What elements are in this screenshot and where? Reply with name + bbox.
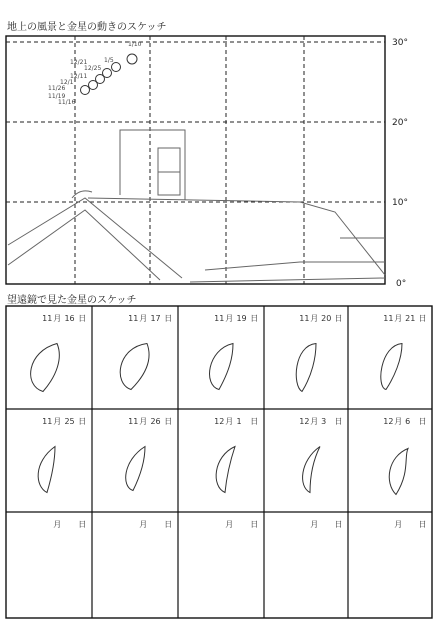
- cell-month: 12: [383, 417, 394, 426]
- venus-date-label: 1/5: [104, 57, 114, 64]
- venus-phase-sketch: [303, 447, 320, 493]
- cell-day: 19: [236, 314, 247, 323]
- altitude-label-10: 10°: [392, 198, 408, 208]
- cell-day-unit: 日: [334, 417, 343, 426]
- cell-month: 11: [42, 417, 53, 426]
- landscape-drawing: [8, 130, 385, 282]
- cell-day-unit: 日: [78, 417, 87, 426]
- telescope-cell: [126, 417, 173, 491]
- venus-phase-sketch: [389, 449, 408, 495]
- venus-phase-sketch: [296, 344, 316, 392]
- telescope-cell: [296, 314, 342, 392]
- cell-month: 11: [128, 417, 139, 426]
- cell-month-unit: 月: [394, 520, 403, 529]
- cell-month: 11: [42, 314, 53, 323]
- cell-day: 16: [64, 314, 75, 323]
- cell-day: 25: [64, 417, 75, 426]
- cell-day: 26: [150, 417, 161, 426]
- cell-day: 3: [321, 417, 327, 426]
- cell-month: 11: [214, 314, 225, 323]
- telescope-cell: [381, 314, 427, 390]
- cell-day: 17: [150, 314, 161, 323]
- venus-date-label: 11/19: [48, 93, 66, 100]
- cell-day: 20: [321, 314, 332, 323]
- telescope-cell: [120, 314, 172, 390]
- telescope-cells: [31, 314, 427, 529]
- cell-day-unit: 日: [78, 520, 87, 529]
- telescope-cell: [53, 520, 86, 529]
- cell-day-unit: 日: [418, 417, 427, 426]
- telescope-cell: [31, 314, 87, 392]
- venus-phase-sketch: [120, 344, 149, 390]
- cell-day-unit: 日: [334, 520, 343, 529]
- cell-month-unit: 月: [139, 314, 148, 323]
- cell-month-unit: 月: [310, 417, 319, 426]
- cell-day-unit: 日: [78, 314, 87, 323]
- venus-date-label: 12/21: [70, 59, 88, 66]
- landscape-grid: [6, 36, 385, 284]
- cell-month-unit: 月: [310, 520, 319, 529]
- cell-day-unit: 日: [418, 314, 427, 323]
- cell-month: 12: [299, 417, 310, 426]
- cell-day-unit: 日: [250, 520, 259, 529]
- venus-date-label: 11/16: [58, 99, 76, 106]
- cell-month: 11: [299, 314, 310, 323]
- cell-day: 21: [405, 314, 416, 323]
- cell-month: 11: [383, 314, 394, 323]
- venus-phase-sketch: [31, 344, 60, 392]
- cell-day-unit: 日: [250, 314, 259, 323]
- landscape-sketch-title: 地上の風景と金星の動きのスケッチ: [7, 22, 167, 33]
- venus-date-label: 1/10: [128, 41, 142, 48]
- cell-month-unit: 月: [53, 417, 62, 426]
- telescope-cell: [225, 520, 258, 529]
- cell-month-unit: 月: [225, 520, 234, 529]
- altitude-label-30: 30°: [392, 38, 408, 48]
- cell-month-unit: 月: [139, 417, 148, 426]
- telescope-sketch-title: 望遠鏡で見た金星のスケッチ: [7, 295, 137, 306]
- cell-day-unit: 日: [250, 417, 259, 426]
- venus-phase-sketch: [210, 344, 233, 390]
- venus-phase-sketch: [126, 447, 145, 491]
- altitude-label-0: 0°: [396, 279, 407, 289]
- cell-month: 12: [214, 417, 225, 426]
- telescope-cell: [214, 417, 258, 493]
- venus-date-label: 12/1: [60, 79, 74, 86]
- cell-day-unit: 日: [164, 417, 173, 426]
- cell-month-unit: 月: [225, 314, 234, 323]
- telescope-cell: [210, 314, 259, 390]
- cell-month-unit: 月: [139, 520, 148, 529]
- telescope-cell: [38, 417, 86, 493]
- cell-month-unit: 月: [394, 314, 403, 323]
- telescope-cell: [394, 520, 426, 529]
- landscape-frame: [6, 36, 385, 284]
- cell-day-unit: 日: [418, 520, 427, 529]
- venus-phase-sketch: [216, 447, 235, 493]
- telescope-cell: [299, 417, 342, 493]
- venus-date-label: 12/25: [84, 65, 102, 72]
- venus-date-label: 12/11: [70, 73, 88, 80]
- telescope-cell: [310, 520, 342, 529]
- cell-month-unit: 月: [53, 314, 62, 323]
- landscape-panel: [6, 36, 408, 289]
- telescope-cell: [139, 520, 172, 529]
- cell-day-unit: 日: [334, 314, 343, 323]
- telescope-cell: [383, 417, 426, 495]
- cell-day-unit: 日: [164, 520, 173, 529]
- cell-month-unit: 月: [225, 417, 234, 426]
- cell-day-unit: 日: [164, 314, 173, 323]
- venus-phase-sketch: [38, 447, 55, 493]
- venus-phase-sketch: [381, 344, 402, 390]
- cell-day: 6: [405, 417, 411, 426]
- cell-month: 11: [128, 314, 139, 323]
- cell-day: 1: [236, 417, 242, 426]
- cell-month-unit: 月: [53, 520, 62, 529]
- altitude-label-20: 20°: [392, 118, 408, 128]
- telescope-panel: [6, 306, 432, 618]
- cell-month-unit: 月: [310, 314, 319, 323]
- cell-month-unit: 月: [394, 417, 403, 426]
- venus-date-label: 11/26: [48, 85, 66, 92]
